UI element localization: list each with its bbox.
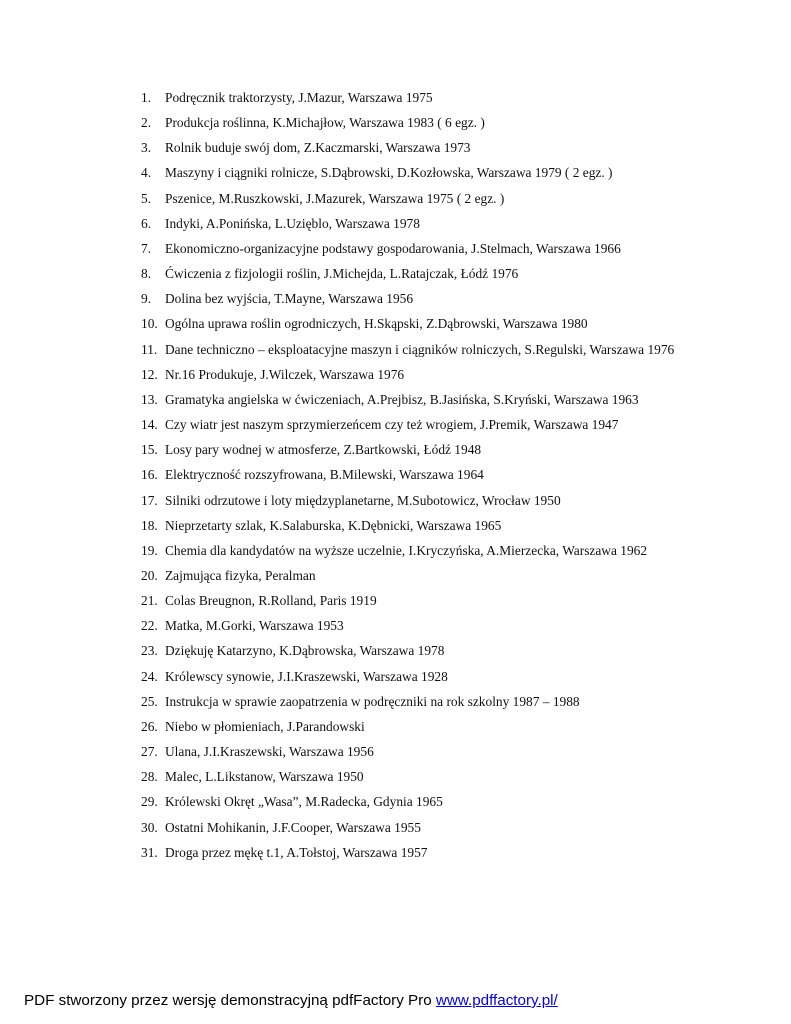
list-item-number: 28.	[141, 769, 158, 785]
list-item-text: Czy wiatr jest naszym sprzymierzeńcem czy też wrogiem, J.Premik, Warszawa 1947	[165, 417, 619, 433]
list-item-text: Droga przez mękę t.1, A.Tołstoj, Warszawa 1957	[165, 844, 428, 860]
list-item-text: Niebo w płomieniach, J.Parandowski	[165, 718, 365, 734]
list-item-number: 4.	[141, 165, 152, 181]
list-item	[141, 362, 681, 387]
list-item-text: Nr.16 Produkuje, J.Wilczek, Warszawa 1976	[165, 366, 405, 382]
list-item	[141, 311, 681, 336]
pdf-footer	[24, 992, 558, 1009]
list-item-number: 14.	[141, 417, 158, 433]
list-item-text: Ćwiczenia z fizjologii roślin, J.Michejda, L.Ratajczak, Łódź 1976	[165, 266, 519, 282]
list-item-number: 19.	[141, 542, 158, 558]
list-item	[141, 664, 681, 689]
list-item-number: 10.	[141, 316, 158, 332]
footer-link[interactable]: www.pdffactory.pl/	[435, 992, 558, 1009]
list-item-text: Maszyny i ciągniki rolnicze, S.Dąbrowski, D.Kozłowska, Warszawa 1979 ( 2 egz. )	[165, 165, 613, 181]
list-item-number: 18.	[141, 517, 158, 533]
list-item	[141, 236, 681, 261]
list-item-text: Losy pary wodnej w atmosferze, Z.Bartkowski, Łódź 1948	[165, 442, 482, 458]
list-item	[141, 638, 681, 663]
list-item-text: Gramatyka angielska w ćwiczeniach, A.Prejbisz, B.Jasińska, S.Kryński, Warszawa 1963	[165, 391, 639, 407]
list-item	[141, 337, 681, 362]
list-item-text: Ogólna uprawa roślin ogrodniczych, H.Skąpski, Z.Dąbrowski, Warszawa 1980	[165, 316, 588, 332]
list-item-text: Rolnik buduje swój dom, Z.Kaczmarski, Warszawa 1973	[165, 140, 471, 156]
list-item-number: 30.	[141, 819, 158, 835]
list-item	[141, 261, 681, 286]
list-item-number: 20.	[141, 567, 158, 583]
list-item-number: 21.	[141, 593, 158, 609]
list-item-number: 8.	[141, 266, 152, 282]
list-item-text: Matka, M.Gorki, Warszawa 1953	[165, 618, 344, 634]
list-item	[141, 160, 681, 185]
list-item	[141, 211, 681, 236]
list-item-text: Nieprzetarty szlak, K.Salaburska, K.Dębnicki, Warszawa 1965	[165, 517, 502, 533]
list-item-number: 26.	[141, 718, 158, 734]
list-item	[141, 613, 681, 638]
list-item-text: Dziękuję Katarzyno, K.Dąbrowska, Warszawa 1978	[165, 643, 445, 659]
list-item-text: Instrukcja w sprawie zaopatrzenia w podręczniki na rok szkolny 1987 – 1988	[165, 693, 580, 709]
list-item	[141, 412, 681, 437]
list-item-text: Ekonomiczno-organizacyjne podstawy gospodarowania, J.Stelmach, Warszawa 1966	[165, 240, 621, 256]
list-item	[141, 513, 681, 538]
list-item-text: Malec, L.Likstanow, Warszawa 1950	[165, 769, 364, 785]
list-item-text: Indyki, A.Ponińska, L.Uzięblo, Warszawa 1978	[165, 215, 420, 231]
list-item	[141, 85, 681, 110]
list-item-number: 22.	[141, 618, 158, 634]
list-item-text: Królewscy synowie, J.I.Kraszewski, Warszawa 1928	[165, 668, 448, 684]
list-item-text: Dolina bez wyjścia, T.Mayne, Warszawa 1956	[165, 291, 414, 307]
list-item	[141, 286, 681, 311]
list-item-number: 16.	[141, 467, 158, 483]
list-item	[141, 588, 681, 613]
list-item-number: 24.	[141, 668, 158, 684]
list-item	[141, 840, 681, 865]
list-item	[141, 689, 681, 714]
list-item	[141, 462, 681, 487]
list-item	[141, 764, 681, 789]
list-item-number: 15.	[141, 442, 158, 458]
list-item-number: 11.	[141, 341, 158, 357]
list-item-text: Colas Breugnon, R.Rolland, Paris 1919	[165, 593, 377, 609]
list-item-number: 7.	[141, 240, 152, 256]
list-item-number: 12.	[141, 366, 158, 382]
list-item-number: 2.	[141, 115, 152, 131]
list-item-number: 25.	[141, 693, 158, 709]
list-item-text: Ulana, J.I.Kraszewski, Warszawa 1956	[165, 744, 374, 760]
list-item-number: 31.	[141, 844, 158, 860]
book-list	[141, 85, 681, 865]
footer-text: PDF stworzony przez wersję demonstracyjną pdfFactory Pro	[24, 992, 436, 1009]
list-item-number: 23.	[141, 643, 158, 659]
list-item-text: Zajmująca fizyka, Peralman	[165, 567, 316, 583]
list-item-number: 13.	[141, 391, 158, 407]
list-item	[141, 563, 681, 588]
list-item-number: 27.	[141, 744, 158, 760]
list-item	[141, 714, 681, 739]
list-item-text: Pszenice, M.Ruszkowski, J.Mazurek, Warszawa 1975 ( 2 egz. )	[165, 190, 505, 206]
list-item	[141, 437, 681, 462]
list-item-text: Podręcznik traktorzysty, J.Mazur, Warszawa 1975	[165, 90, 433, 105]
list-item-number: 9.	[141, 291, 152, 307]
list-item-number: 5.	[141, 190, 152, 206]
list-item-text: Chemia dla kandydatów na wyższe uczelnie, I.Kryczyńska, A.Mierzecka, Warszawa 1962	[165, 542, 648, 558]
list-item-text: Elektryczność rozszyfrowana, B.Milewski, Warszawa 1964	[165, 467, 484, 483]
list-item-number: 3.	[141, 140, 152, 156]
list-item	[141, 538, 681, 563]
list-item-number: 1.	[141, 90, 152, 105]
list-item	[141, 110, 681, 135]
list-item	[141, 739, 681, 764]
list-item-text: Królewski Okręt „Wasa”, M.Radecka, Gdynia 1965	[165, 794, 443, 810]
list-item-number: 17.	[141, 492, 158, 508]
list-item-text: Produkcja roślinna, K.Michajłow, Warszawa 1983 ( 6 egz. )	[165, 115, 485, 131]
list-item	[141, 815, 681, 840]
list-item	[141, 488, 681, 513]
list-item-number: 6.	[141, 215, 152, 231]
list-item	[141, 387, 681, 412]
list-item-text: Ostatni Mohikanin, J.F.Cooper, Warszawa 1955	[165, 819, 421, 835]
list-item-text: Silniki odrzutowe i loty międzyplanetarne, M.Subotowicz, Wrocław 1950	[165, 492, 561, 508]
list-item-number: 29.	[141, 794, 158, 810]
list-item	[141, 135, 681, 160]
list-item	[141, 789, 681, 814]
list-item	[141, 186, 681, 211]
list-item-text: Dane techniczno – eksploatacyjne maszyn i ciągników rolniczych, S.Regulski, Warszawa 1976	[165, 341, 675, 357]
